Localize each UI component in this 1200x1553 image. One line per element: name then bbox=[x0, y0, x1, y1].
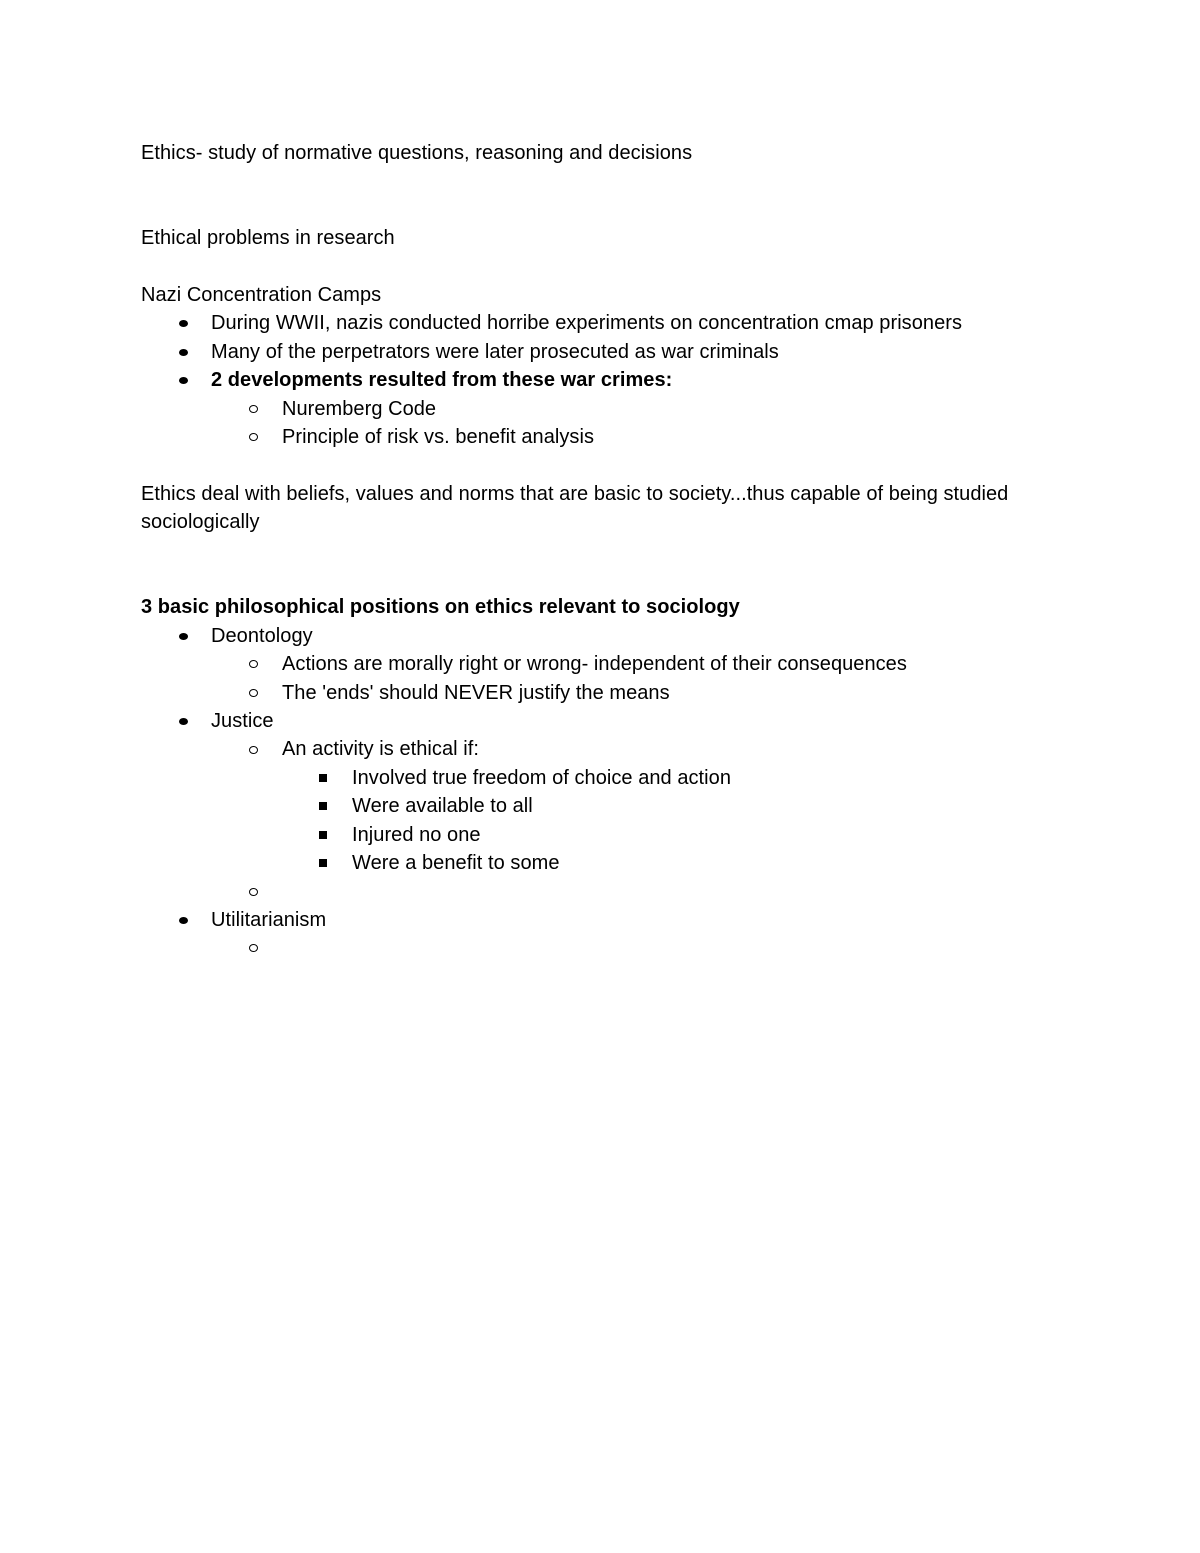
circle-bullet-icon bbox=[249, 944, 258, 952]
empty-list-item bbox=[141, 878, 1041, 906]
list-item bbox=[141, 338, 1041, 366]
circle-bullet-icon bbox=[249, 888, 258, 896]
section-heading-research: Ethical problems in research bbox=[141, 227, 395, 250]
list-item bbox=[141, 906, 1041, 934]
disc-bullet-icon bbox=[179, 377, 188, 384]
list-item-text: Involved true freedom of choice and action bbox=[352, 766, 731, 789]
list-item-text: Were a benefit to some bbox=[352, 852, 560, 875]
beliefs-paragraph: Ethics deal with beliefs, values and norms that are basic to society...thus capable of being studied sociologically bbox=[141, 482, 1009, 534]
circle-bullet-icon bbox=[249, 405, 258, 413]
list-item-text: During WWII, nazis conducted horribe experiments on concentration cmap prisoners bbox=[211, 312, 963, 335]
list-item bbox=[141, 792, 1041, 820]
list-item bbox=[141, 679, 1041, 707]
list-item-text: Actions are morally right or wrong- independent of their consequences bbox=[282, 653, 907, 676]
list-item-text: Justice bbox=[211, 710, 274, 733]
list-item-text: An activity is ethical if: bbox=[282, 738, 479, 761]
list-item bbox=[141, 707, 1041, 735]
spacer bbox=[141, 451, 1041, 479]
section-heading-positions: 3 basic philosophical positions on ethics relevant to sociology bbox=[141, 596, 740, 619]
disc-bullet-icon bbox=[179, 633, 188, 640]
list-item bbox=[141, 849, 1041, 877]
list-item bbox=[141, 735, 1041, 763]
list-item bbox=[141, 764, 1041, 792]
list-item-text: Nuremberg Code bbox=[282, 397, 437, 420]
list-item-text: Injured no one bbox=[352, 823, 481, 846]
list-item-text: The 'ends' should NEVER justify the means bbox=[282, 681, 670, 704]
list-item-text: 2 developments resulted from these war crimes: bbox=[211, 369, 673, 392]
empty-list-item bbox=[141, 934, 1041, 962]
list-item-text: Principle of risk vs. benefit analysis bbox=[282, 426, 595, 449]
circle-bullet-icon bbox=[249, 433, 258, 441]
list-item-text: Were available to all bbox=[352, 795, 533, 818]
ethics-definition: Ethics- study of normative questions, reasoning and decisions bbox=[141, 142, 693, 164]
square-bullet-icon bbox=[319, 774, 327, 782]
spacer bbox=[141, 167, 1041, 224]
list-item bbox=[141, 821, 1041, 849]
list-item bbox=[141, 309, 1041, 337]
spacer bbox=[141, 537, 1041, 594]
circle-bullet-icon bbox=[249, 689, 258, 697]
disc-bullet-icon bbox=[179, 320, 188, 327]
list-item bbox=[141, 423, 1041, 451]
section-heading-nazi: Nazi Concentration Camps bbox=[141, 284, 382, 306]
square-bullet-icon bbox=[319, 831, 327, 839]
list-item-text: Deontology bbox=[211, 624, 313, 647]
disc-bullet-icon bbox=[179, 917, 188, 924]
square-bullet-icon bbox=[319, 802, 327, 810]
disc-bullet-icon bbox=[179, 349, 188, 356]
circle-bullet-icon bbox=[249, 660, 258, 668]
spacer bbox=[141, 253, 1041, 281]
list-item bbox=[141, 366, 1041, 394]
list-item-text: Many of the perpetrators were later prosecuted as war criminals bbox=[211, 340, 779, 363]
list-item bbox=[141, 395, 1041, 423]
list-item bbox=[141, 650, 1041, 678]
circle-bullet-icon bbox=[249, 746, 258, 754]
square-bullet-icon bbox=[319, 859, 327, 867]
list-item-text: Utilitarianism bbox=[211, 908, 327, 931]
list-item bbox=[141, 622, 1041, 650]
disc-bullet-icon bbox=[179, 718, 188, 725]
document-body bbox=[141, 139, 1041, 963]
